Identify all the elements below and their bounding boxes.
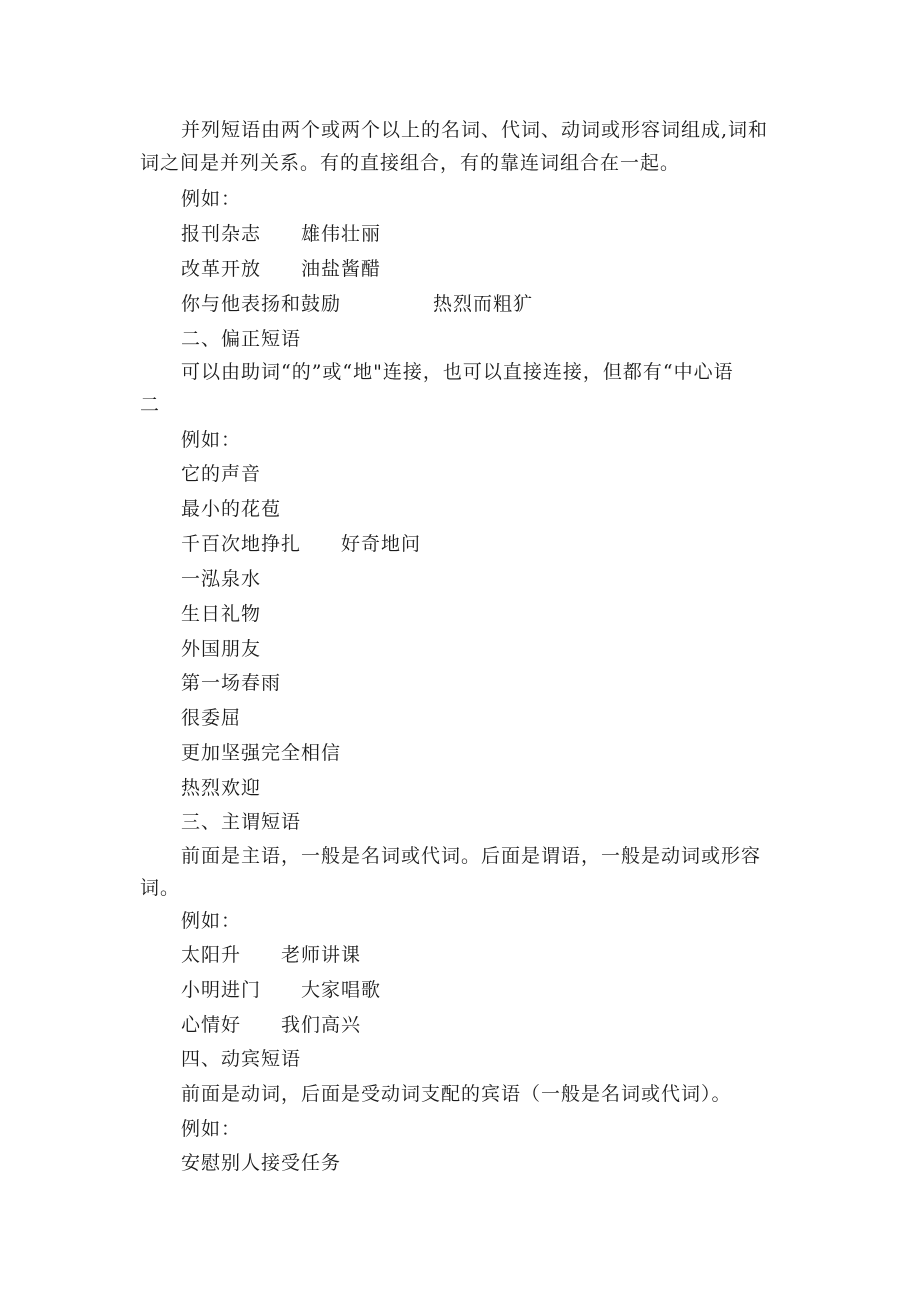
paragraph-3-line-2: 词。 — [140, 877, 181, 899]
example-term: 太阳升 — [181, 944, 242, 966]
list-item: 外国朋友 — [181, 638, 262, 660]
example-label-4: 例如： — [181, 1118, 242, 1140]
example-term: 改革开放 — [181, 258, 262, 280]
example-label-3: 例如： — [181, 910, 242, 932]
list-item: 更加坚强完全相信 — [181, 742, 342, 764]
list-item: 最小的花苞 — [181, 498, 282, 520]
example-term: 好奇地问 — [341, 533, 422, 555]
example-row-1-2 — [181, 257, 381, 281]
paragraph-2-line-2: 二 — [140, 394, 161, 416]
example-term: 报刊杂志 — [181, 223, 262, 245]
section-heading-4: 四、动宾短语 — [181, 1048, 302, 1070]
example-label-1: 例如： — [181, 188, 242, 210]
example-term: 油盐酱醋 — [301, 258, 382, 280]
paragraph-1-line-2: 词之间是并列关系。有的直接组合，有的靠连词组合在一起。 — [140, 152, 681, 174]
example-term: 千百次地挣扎 — [181, 533, 302, 555]
example-row-1-1 — [181, 222, 381, 246]
list-item: 它的声音 — [181, 463, 262, 485]
section-heading-2: 二、偏正短语 — [181, 328, 302, 350]
example-term: 老师讲课 — [281, 944, 362, 966]
paragraph-1-line-1: 并列短语由两个或两个以上的名词、代词、动词或形容词组成,词和 — [181, 119, 769, 141]
paragraph-2-line-1: 可以由助词“的”或“地"连接，也可以直接连接，但都有“中心语 — [181, 361, 734, 383]
list-item: 第一场春雨 — [181, 672, 282, 694]
example-row-1-3 — [181, 292, 533, 316]
example-row-3-3 — [181, 1013, 361, 1037]
example-term: 小明进门 — [181, 979, 262, 1001]
list-item: 一泓泉水 — [181, 568, 262, 590]
example-row-3-1 — [181, 943, 361, 967]
list-item: 生日礼物 — [181, 603, 262, 625]
example-term: 雄伟壮丽 — [301, 223, 382, 245]
list-item: 安慰别人接受任务 — [181, 1152, 342, 1174]
example-row-2-3 — [181, 532, 421, 556]
list-item: 热烈欢迎 — [181, 777, 262, 799]
example-row-3-2 — [181, 978, 381, 1002]
list-item: 很委屈 — [181, 707, 242, 729]
example-term: 你与他表扬和鼓励 — [181, 293, 342, 315]
example-label-2: 例如： — [181, 429, 242, 451]
section-heading-3: 三、主谓短语 — [181, 811, 302, 833]
example-term: 大家唱歌 — [301, 979, 382, 1001]
paragraph-4-line-1: 前面是动词，后面是受动词支配的宾语（一般是名词或代词）。 — [181, 1083, 732, 1105]
example-term: 心情好 — [181, 1014, 242, 1036]
example-term: 热烈而粗犷 — [433, 293, 534, 315]
paragraph-3-line-1: 前面是主语，一般是名词或代词。后面是谓语，一般是动词或形容 — [181, 845, 762, 867]
example-term: 我们高兴 — [281, 1014, 362, 1036]
